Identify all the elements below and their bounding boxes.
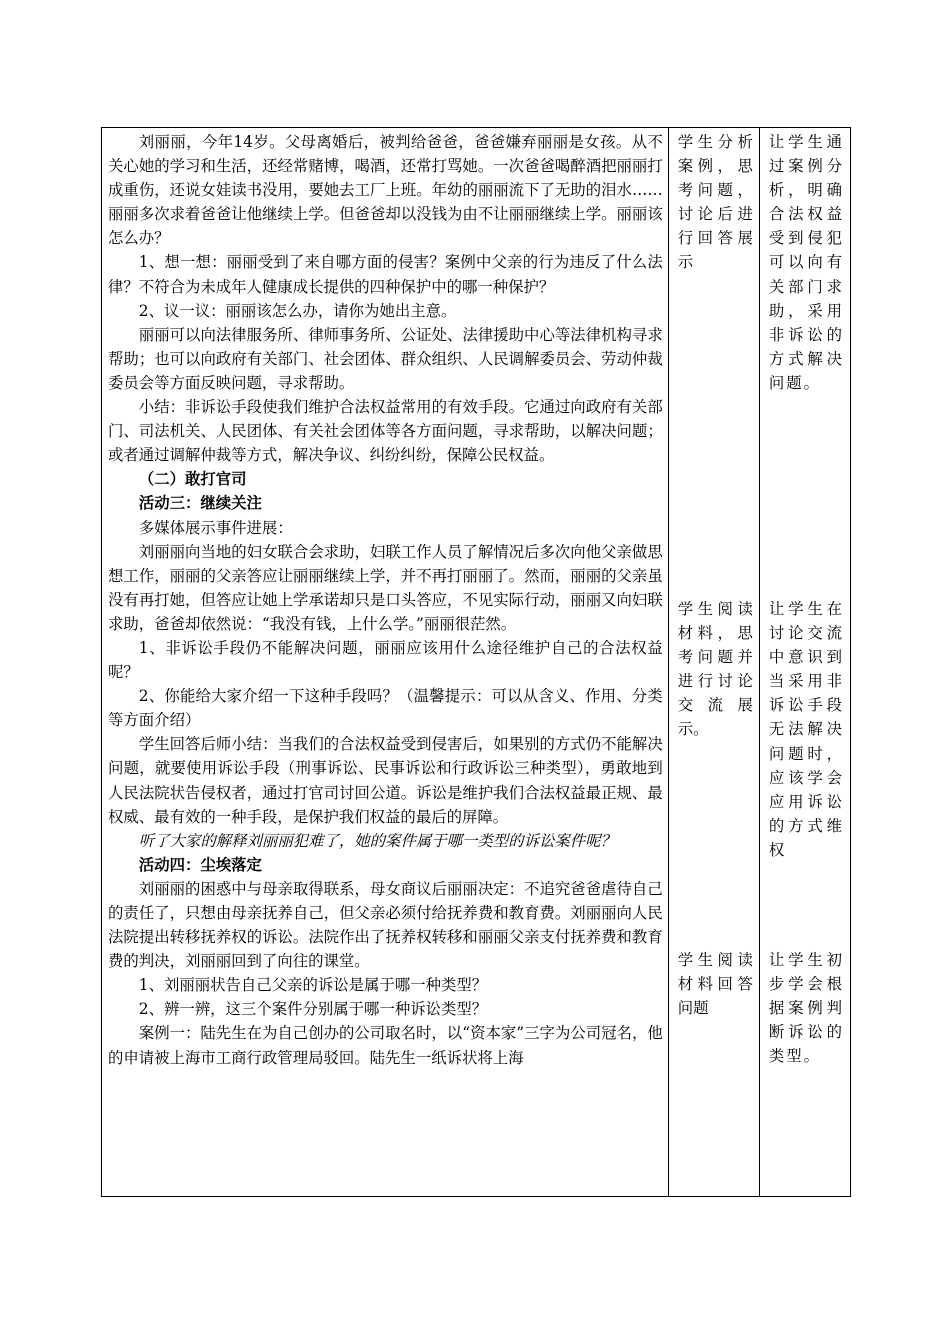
- paragraph: 1、非诉讼手段仍不能解决问题，丽丽应该用什么途径维护自己的合法权益呢？: [108, 638, 663, 682]
- paragraph: 刘丽丽的困惑中与母亲取得联系，母女商议后丽丽决定：不追究爸爸虐待自己的责任了，只想由母亲抚养自己，但父亲必须付给抚养费和教育费。刘丽丽向人民法院提出转移抚养权的诉讼。法院作出了抚养权转移和丽丽父亲支付抚养费和教育费的判决，刘丽丽回到了向往的课堂。: [108, 879, 663, 971]
- paragraph: 活动四：尘埃落定: [138, 855, 262, 874]
- paragraph: 学生回答后师小结：当我们的合法权益受到侵害后，如果别的方式仍不能解决问题，就要使用诉讼手段（刑事诉讼、民事诉讼和行政诉讼三种类型），勇敢地到人民法院状告侵权者，通过打官司讨回公道。诉讼是维护我们合法权益最正规、最权威、最有效的一种手段，是保护我们权益的最后的屏障。: [108, 735, 663, 826]
- teaching-process-cell: [102, 128, 669, 1197]
- student-activity-3: 学生阅读材料回答问题: [677, 951, 753, 1018]
- paragraph: 活动三：继续关注: [138, 494, 262, 513]
- paragraph: 听了大家的解释刘丽丽犯难了，她的案件属于哪一类型的诉讼案件呢？: [138, 831, 616, 850]
- paragraph: 1、刘丽丽状告自己父亲的诉讼是属于哪一种类型？: [138, 976, 488, 995]
- student-activity-cell: [668, 128, 759, 1197]
- lesson-plan-table: [101, 127, 851, 1197]
- paragraph: 刘丽丽，今年14岁。父母离婚后，被判给爸爸，爸爸嫌弃丽丽是女孩。从不关心她的学习和生活，还经常赌博，喝酒，还常打骂她。一次爸爸喝醉酒把丽丽打成重伤，还说女娃读书没用，要她去工厂上班。年幼的丽丽流下了无助的泪水……丽丽多次求着爸爸让他继续上学。但爸爸却以没钱为由不让丽丽继续上学。丽丽该怎么办？: [108, 133, 663, 248]
- design-intent-3: 让学生初步学会根据案例判断诉讼的类型。: [768, 951, 844, 1066]
- design-intent-cell: [759, 128, 850, 1197]
- paragraph: 1、想一想：丽丽受到了来自哪方面的侵害？案例中父亲的行为违反了什么法律？不符合为未成年人健康成长提供的四种保护中的哪一种保护？: [108, 253, 663, 296]
- paragraph: 刘丽丽向当地的妇女联合会求助，妇联工作人员了解情况后多次向他父亲做思想工作，丽丽的父亲答应让丽丽继续上学，并不再打丽丽了。然而，丽丽的父亲虽没有再打她，但答应让她上学承诺却只是口头答应，不见实际行动，丽丽又向妇联求助，爸爸却依然说：“我没有钱，上什么学。”丽丽很茫然。: [108, 542, 663, 633]
- design-intent-1: 让学生通过案例分析，明确合法权益受到侵犯可以向有关部门求助，采用非诉讼的方式解决问题。: [768, 133, 844, 392]
- paragraph: 2、议一议：丽丽该怎么办，请你为她出主意。: [138, 301, 457, 320]
- paragraph: 案例一：陆先生在为自己创办的公司取名时，以“资本家”三字为公司冠名，他的申请被上海市工商行政管理局驳回。陆先生一纸诉状将上海: [108, 1024, 663, 1067]
- paragraph: 多媒体展示事件进展：: [138, 518, 293, 537]
- paragraph: 2、你能给大家介绍一下这种手段吗？（温馨提示：可以从含义、作用、分类等方面介绍）: [108, 687, 663, 730]
- paragraph: 小结：非诉讼手段使我们维护合法权益常用的有效手段。它通过向政府有关部门、司法机关、人民团体、有关社会团体等各方面问题，寻求帮助，以解决问题；或者通过调解仲裁等方式，解决争议、纠纷纠纷，保障公民权益。: [108, 398, 663, 465]
- student-activity-2: 学生阅读材料，思考问题并进行讨论交流展示。: [677, 600, 753, 739]
- student-activity-1: 学生分析案例，思考问题，讨论后进行回答展示: [677, 133, 753, 272]
- paragraph: 2、辨一辨，这三个案件分别属于哪一种诉讼类型？: [138, 1000, 488, 1019]
- paragraph: （二）敢打官司: [138, 470, 247, 489]
- paragraph: 丽丽可以向法律服务所、律师事务所、公证处、法律援助中心等法律机构寻求帮助；也可以向政府有关部门、社会团体、群众组织、人民调解委员会、劳动仲裁委员会等方面反映问题，寻求帮助。: [108, 325, 663, 392]
- design-intent-2: 让学生在讨论交流中意识到当采用非诉讼手段无法解决问题时，应该学会应用诉讼的方式维权: [768, 600, 844, 859]
- teaching-process-text: [102, 128, 668, 1070]
